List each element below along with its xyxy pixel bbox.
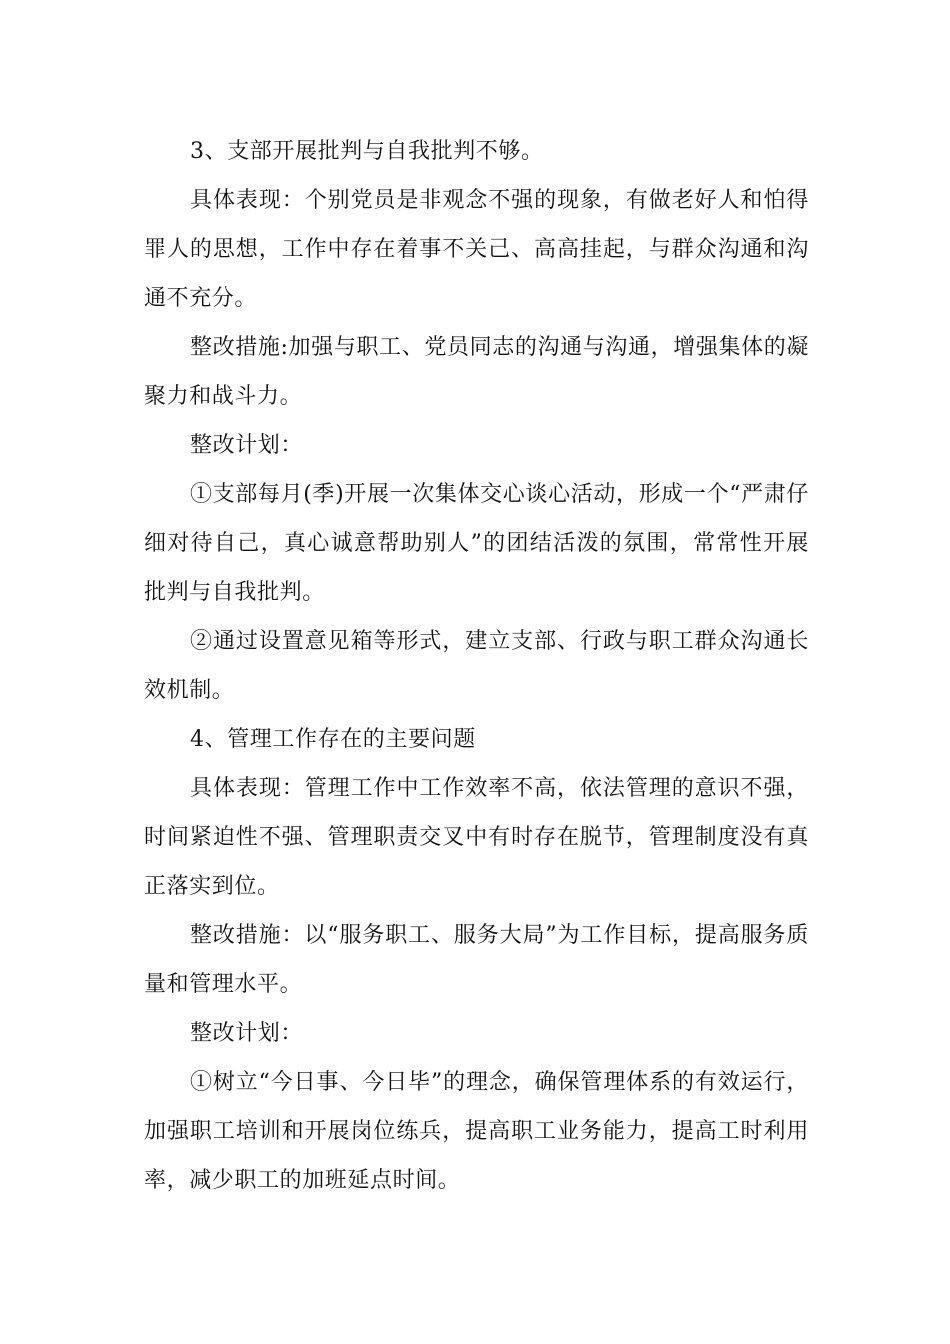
section-heading: 4、管理工作存在的主要问题: [190, 727, 476, 752]
paragraph: 整改计划：: [190, 1021, 304, 1046]
paragraph: 整改措施:加强与职工、党员同志的沟通与沟通，增强集体的凝聚力和战斗力。: [144, 335, 809, 409]
paragraph: 整改措施：以“服务职工、服务大局”为工作目标，提高服务质量和管理水平。: [144, 923, 809, 997]
paragraph: ①树立“今日事、今日毕”的理念，确保管理体系的有效运行，加强职工培训和开展岗位练兵，提高职工业务能力，提高工时利用率，减少职工的加班延点时间。: [144, 1070, 809, 1193]
paragraph: 具体表现：管理工作中工作效率不高，依法管理的意识不强，时间紧迫性不强、管理职责交叉中有时存在脱节，管理制度没有真正落实到位。: [144, 776, 809, 899]
paragraph: ①支部每月(季)开展一次集体交心谈心活动，形成一个“严肃仔细对待自己，真心诚意帮助别人”的团结活泼的氛围，常常性开展批判与自我批判。: [144, 482, 809, 605]
document-body: [144, 127, 809, 1205]
paragraph: 具体表现：个别党员是非观念不强的现象，有做老好人和怕得罪人的思想，工作中存在着事不关己、高高挂起，与群众沟通和沟通不充分。: [144, 188, 809, 311]
section-heading: 3、支部开展批判与自我批判不够。: [190, 139, 544, 164]
paragraph: 整改计划：: [190, 433, 304, 458]
paragraph: ②通过设置意见箱等形式，建立支部、行政与职工群众沟通长效机制。: [144, 629, 809, 703]
